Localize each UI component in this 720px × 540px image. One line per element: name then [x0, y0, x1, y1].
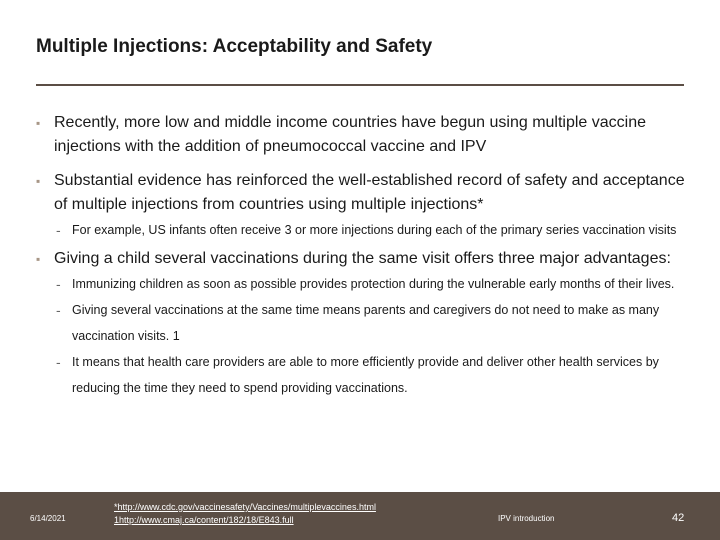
- sub-bullet-text: Immunizing children as soon as possible provides protection during the vulnerable early months of their lives.: [72, 277, 675, 291]
- reference-link-cmaj[interactable]: 1http://www.cmaj.ca/content/182/18/E843.full: [114, 515, 294, 525]
- bullet-text: Recently, more low and middle income countries have begun using multiple vaccine injections with the addition of pneumococcal vaccine and IPV: [54, 114, 647, 155]
- square-bullet-icon: ▪: [36, 252, 41, 266]
- footer-references: [114, 501, 376, 527]
- page-number: 42: [672, 512, 685, 524]
- footer-bar: [0, 492, 720, 540]
- sub-bullet-item: [36, 349, 686, 401]
- sub-bullet-item: [36, 271, 686, 297]
- sub-bullet-text: For example, US infants often receive 3 or more injections during each of the primary series vaccination visits: [72, 223, 677, 237]
- dash-bullet-icon: -: [56, 276, 61, 292]
- sub-bullet-item: [36, 217, 686, 243]
- sub-bullet-text: Giving several vaccinations at the same time means parents and caregivers do not need to make as many vaccination visits. 1: [72, 303, 660, 343]
- dash-bullet-icon: -: [56, 354, 61, 370]
- bullet-text: Giving a child several vaccinations during the same visit offers three major advantages:: [54, 250, 671, 267]
- title-divider: [36, 84, 684, 86]
- slide-body: [36, 111, 686, 401]
- reference-link-cdc[interactable]: *http://www.cdc.gov/vaccinesafety/Vaccines/multiplevaccines.html: [114, 502, 376, 512]
- square-bullet-icon: ▪: [36, 174, 41, 188]
- footer-date: 6/14/2021: [30, 514, 66, 523]
- sub-bullet-text: It means that health care providers are able to more efficiently provide and deliver other health services by reducing the time they need to spend providing vaccinations.: [72, 355, 659, 395]
- dash-bullet-icon: -: [56, 222, 61, 238]
- square-bullet-icon: ▪: [36, 116, 41, 130]
- bullet-text: Substantial evidence has reinforced the well-established record of safety and acceptance of multiple injections from countries using multiple injections*: [54, 172, 685, 213]
- bullet-item: [36, 247, 686, 271]
- slide-title: Multiple Injections: Acceptability and Safety: [36, 36, 433, 57]
- sub-bullet-item: [36, 297, 686, 349]
- bullet-item: [36, 111, 686, 159]
- dash-bullet-icon: -: [56, 302, 61, 318]
- bullet-item: [36, 169, 686, 217]
- footer-presentation-name: IPV introduction: [498, 514, 555, 523]
